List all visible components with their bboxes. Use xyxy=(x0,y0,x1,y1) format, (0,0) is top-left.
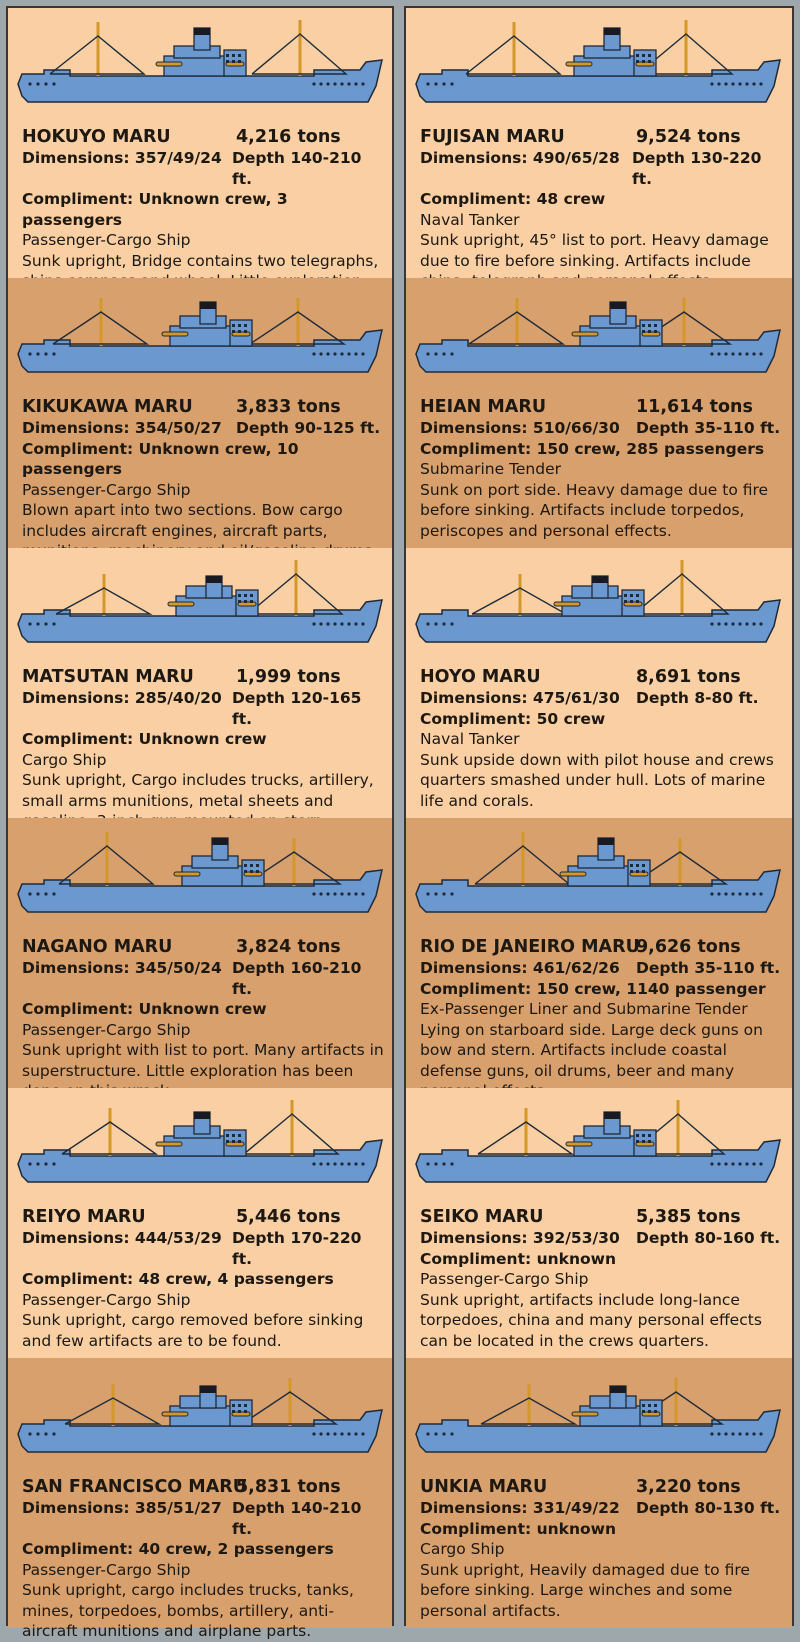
ship-description: Sunk upright with list to port. Many artifacts in superstructure. Little exploration has been xyxy=(22,1041,384,1080)
ship-description: Sunk upright, cargo removed before sinking and few artifacts are to be found. xyxy=(22,1311,364,1350)
ship-title-row xyxy=(420,1206,784,1228)
ship-tonnage: 4,216 tons xyxy=(236,127,341,147)
ship-card xyxy=(406,818,792,1088)
ship-description: Sunk upright, cargo includes trucks, tanks, mines, torpedoes, bombs, artillery, anti-aircraft munitions and airplane parts. xyxy=(22,1581,354,1640)
ship-measure-row xyxy=(22,148,384,189)
ship-depth: Depth 120-165 ft. xyxy=(232,689,362,728)
ship-tonnage: 9,626 tons xyxy=(636,937,741,957)
ship-name: HEIAN MARU xyxy=(420,397,547,417)
ship-card xyxy=(8,548,392,818)
ship-dimensions: Dimensions: 354/50/27 xyxy=(22,419,222,437)
ship-measure-row xyxy=(420,958,784,979)
ship-dimensions: Dimensions: 392/53/30 xyxy=(420,1229,620,1247)
ship-description: Sunk upright, Cargo includes trucks, artillery, small arms munitions, metal sheets and xyxy=(22,771,374,810)
ship-description: Lying on starboard side. Large deck guns on bow and stern. Artifacts include coastal defense guns, oil drums, beer and many xyxy=(420,1020,763,1080)
ship-card xyxy=(406,278,792,548)
ship-type: Passenger-Cargo Ship xyxy=(22,1560,191,1579)
ship-measure-row xyxy=(420,418,784,439)
ship-dimensions: Dimensions: 510/66/30 xyxy=(420,419,620,437)
ship-tonnage: 3,833 tons xyxy=(236,397,341,417)
ship-measure-row xyxy=(22,1228,384,1269)
ship-compliment: Compliment: 150 crew, 1140 passenger xyxy=(420,979,766,998)
ship-dimensions: Dimensions: 345/50/24 xyxy=(22,959,222,977)
ship-info xyxy=(22,1476,384,1642)
ship-tonnage: 3,220 tons xyxy=(636,1477,741,1497)
ship-depth: Depth 140-210 ft. xyxy=(232,1499,362,1538)
ship-illustration xyxy=(412,12,788,120)
ship-title-row xyxy=(22,1476,384,1498)
ship-name: KIKUKAWA MARU xyxy=(22,397,193,417)
ship-compliment: Compliment: 48 crew xyxy=(420,190,606,208)
ship-illustration xyxy=(412,282,788,390)
ship-illustration xyxy=(412,1092,788,1200)
ship-description: Sunk upright, 45° list to port. Heavy damage due to fire before sinking. Artifacts include xyxy=(420,231,769,270)
ship-info xyxy=(22,396,384,562)
ship-measure-row xyxy=(420,1228,784,1249)
ship-compliment: Compliment: Unknown crew xyxy=(22,1000,267,1018)
ship-tonnage: 8,691 tons xyxy=(636,667,741,687)
ship-measure-row xyxy=(22,688,384,729)
ship-tonnage: 5,385 tons xyxy=(636,1207,741,1227)
ship-info xyxy=(22,1206,384,1351)
ship-measure-row xyxy=(420,1498,784,1519)
ship-tonnage: 5,446 tons xyxy=(236,1207,341,1227)
ship-illustration xyxy=(14,822,390,930)
ship-tonnage: 3,824 tons xyxy=(236,937,341,957)
ship-dimensions: Dimensions: 461/62/26 xyxy=(420,959,620,977)
ship-card xyxy=(8,818,392,1088)
ship-depth: Depth 80-130 ft. xyxy=(636,1499,781,1517)
ship-card xyxy=(8,8,392,278)
ship-info xyxy=(22,666,384,832)
ship-title-row xyxy=(22,936,384,958)
ship-tonnage: 9,524 tons xyxy=(636,127,741,147)
ship-measure-row xyxy=(22,958,384,999)
ship-name: REIYO MARU xyxy=(22,1207,146,1227)
ship-title-row xyxy=(22,666,384,688)
ship-tonnage: 1,999 tons xyxy=(236,667,341,687)
left-column xyxy=(6,6,394,1640)
ship-compliment: Compliment: 48 crew, 4 passengers xyxy=(22,1270,334,1288)
ship-name: HOYO MARU xyxy=(420,667,541,687)
ship-title-row xyxy=(420,1476,784,1498)
ship-dimensions: Dimensions: 490/65/28 xyxy=(420,149,620,167)
ship-illustration xyxy=(14,552,390,660)
ship-type: Passenger-Cargo Ship xyxy=(22,231,191,249)
ship-description: Sunk upright, Bridge contains two telegraphs, xyxy=(22,251,379,270)
ship-name: UNKIA MARU xyxy=(420,1477,548,1497)
ship-name: HOKUYO MARU xyxy=(22,127,171,147)
ship-title-row xyxy=(420,396,784,418)
ship-name: RIO DE JANEIRO MARU xyxy=(420,937,640,957)
ship-card xyxy=(8,1358,392,1640)
ship-type: Cargo Ship xyxy=(420,1540,505,1558)
right-column xyxy=(404,6,794,1626)
ship-type: Ex-Passenger Liner and Submarine Tender xyxy=(420,1000,748,1018)
ship-info xyxy=(420,126,784,292)
ship-type: Passenger-Cargo Ship xyxy=(420,1270,589,1288)
ship-type: Passenger-Cargo Ship xyxy=(22,1290,191,1309)
ship-name: SEIKO MARU xyxy=(420,1207,544,1227)
ship-depth: Depth 140-210 ft. xyxy=(232,149,362,188)
ship-compliment: Compliment: unknown xyxy=(420,1249,617,1268)
ship-dimensions: Dimensions: 444/53/29 xyxy=(22,1229,222,1247)
ship-illustration xyxy=(14,1362,390,1470)
ship-dimensions: Dimensions: 357/49/24 xyxy=(22,149,222,167)
ship-description: Sunk upright, artifacts include long-lance torpedoes, china and many personal effects can be located in the crews quarters. xyxy=(420,1290,762,1350)
ship-compliment: Compliment: unknown xyxy=(420,1519,617,1538)
ship-info xyxy=(420,396,784,541)
ship-card xyxy=(8,278,392,548)
ship-title-row xyxy=(420,666,784,688)
ship-type: Naval Tanker xyxy=(420,210,520,229)
ship-description: Sunk upside down with pilot house and crews quarters smashed under hull. Lots of marine life and corals. xyxy=(420,750,774,810)
ship-measure-row xyxy=(22,418,384,439)
ship-dimensions: Dimensions: 475/61/30 xyxy=(420,689,620,707)
ship-compliment: Compliment: 40 crew, 2 passengers xyxy=(22,1540,334,1558)
ship-depth: Depth 90-125 ft. xyxy=(236,419,381,437)
ship-description: Sunk upright, Heavily damaged due to fire before sinking. Large winches and some personal artifacts. xyxy=(420,1560,750,1620)
ship-measure-row xyxy=(420,148,784,189)
ship-info xyxy=(420,1476,784,1621)
ship-type: Passenger-Cargo Ship xyxy=(22,480,191,499)
ship-depth: Depth 35-110 ft. xyxy=(636,959,781,977)
ship-info xyxy=(420,666,784,811)
ship-info xyxy=(420,1206,784,1351)
ship-illustration xyxy=(14,282,390,390)
ship-card xyxy=(406,1088,792,1358)
ship-compliment: Compliment: 50 crew xyxy=(420,709,606,728)
ship-dimensions: Dimensions: 385/51/27 xyxy=(22,1499,222,1517)
ship-card xyxy=(8,1088,392,1358)
ship-type: Cargo Ship xyxy=(22,750,107,769)
ship-compliment: Compliment: Unknown crew, 3 passengers xyxy=(22,190,288,229)
ship-name: FUJISAN MARU xyxy=(420,127,565,147)
ship-depth: Depth 8-80 ft. xyxy=(636,689,759,707)
ship-title-row xyxy=(420,126,784,148)
ship-illustration xyxy=(412,552,788,660)
ship-illustration xyxy=(412,822,788,930)
ship-compliment: Compliment: 150 crew, 285 passengers xyxy=(420,439,765,458)
ship-type: Passenger-Cargo Ship xyxy=(22,1020,191,1039)
ship-tonnage: 5,831 tons xyxy=(236,1477,341,1497)
ship-illustration xyxy=(412,1362,788,1470)
ship-dimensions: Dimensions: 285/40/20 xyxy=(22,689,222,707)
ship-name: MATSUTAN MARU xyxy=(22,667,194,687)
ship-info xyxy=(420,936,784,1102)
ship-title-row xyxy=(22,396,384,418)
ship-compliment: Compliment: Unknown crew, 10 passengers xyxy=(22,439,299,478)
ship-card xyxy=(406,548,792,818)
ship-info xyxy=(22,936,384,1102)
ship-name: SAN FRANCISCO MARU xyxy=(22,1477,247,1497)
ship-name: NAGANO MARU xyxy=(22,937,173,957)
ship-title-row xyxy=(22,126,384,148)
ship-illustration xyxy=(14,1092,390,1200)
ship-tonnage: 11,614 tons xyxy=(636,397,753,417)
ship-depth: Depth 80-160 ft. xyxy=(636,1229,781,1247)
ship-depth: Depth 130-220 ft. xyxy=(631,149,762,188)
ship-dimensions: Dimensions: 331/49/22 xyxy=(420,1499,620,1517)
ship-description: Blown apart into two sections. Bow cargo includes aircraft engines, aircraft parts, xyxy=(22,501,343,540)
ship-type: Naval Tanker xyxy=(420,730,520,748)
ship-title-row xyxy=(420,936,784,958)
ship-depth: Depth 170-220 ft. xyxy=(232,1229,362,1268)
ship-card xyxy=(406,1358,792,1628)
ship-compliment: Compliment: Unknown crew xyxy=(22,730,267,748)
ship-illustration xyxy=(14,12,390,120)
ship-measure-row xyxy=(420,688,784,709)
ship-depth: Depth 160-210 ft. xyxy=(232,959,362,998)
ship-description: Sunk on port side. Heavy damage due to fire before sinking. Artifacts include torpedos, periscopes and personal effects. xyxy=(420,480,769,540)
ship-card xyxy=(406,8,792,278)
ship-depth: Depth 35-110 ft. xyxy=(636,419,781,437)
ship-title-row xyxy=(22,1206,384,1228)
ship-type: Submarine Tender xyxy=(420,460,562,478)
ship-measure-row xyxy=(22,1498,384,1539)
